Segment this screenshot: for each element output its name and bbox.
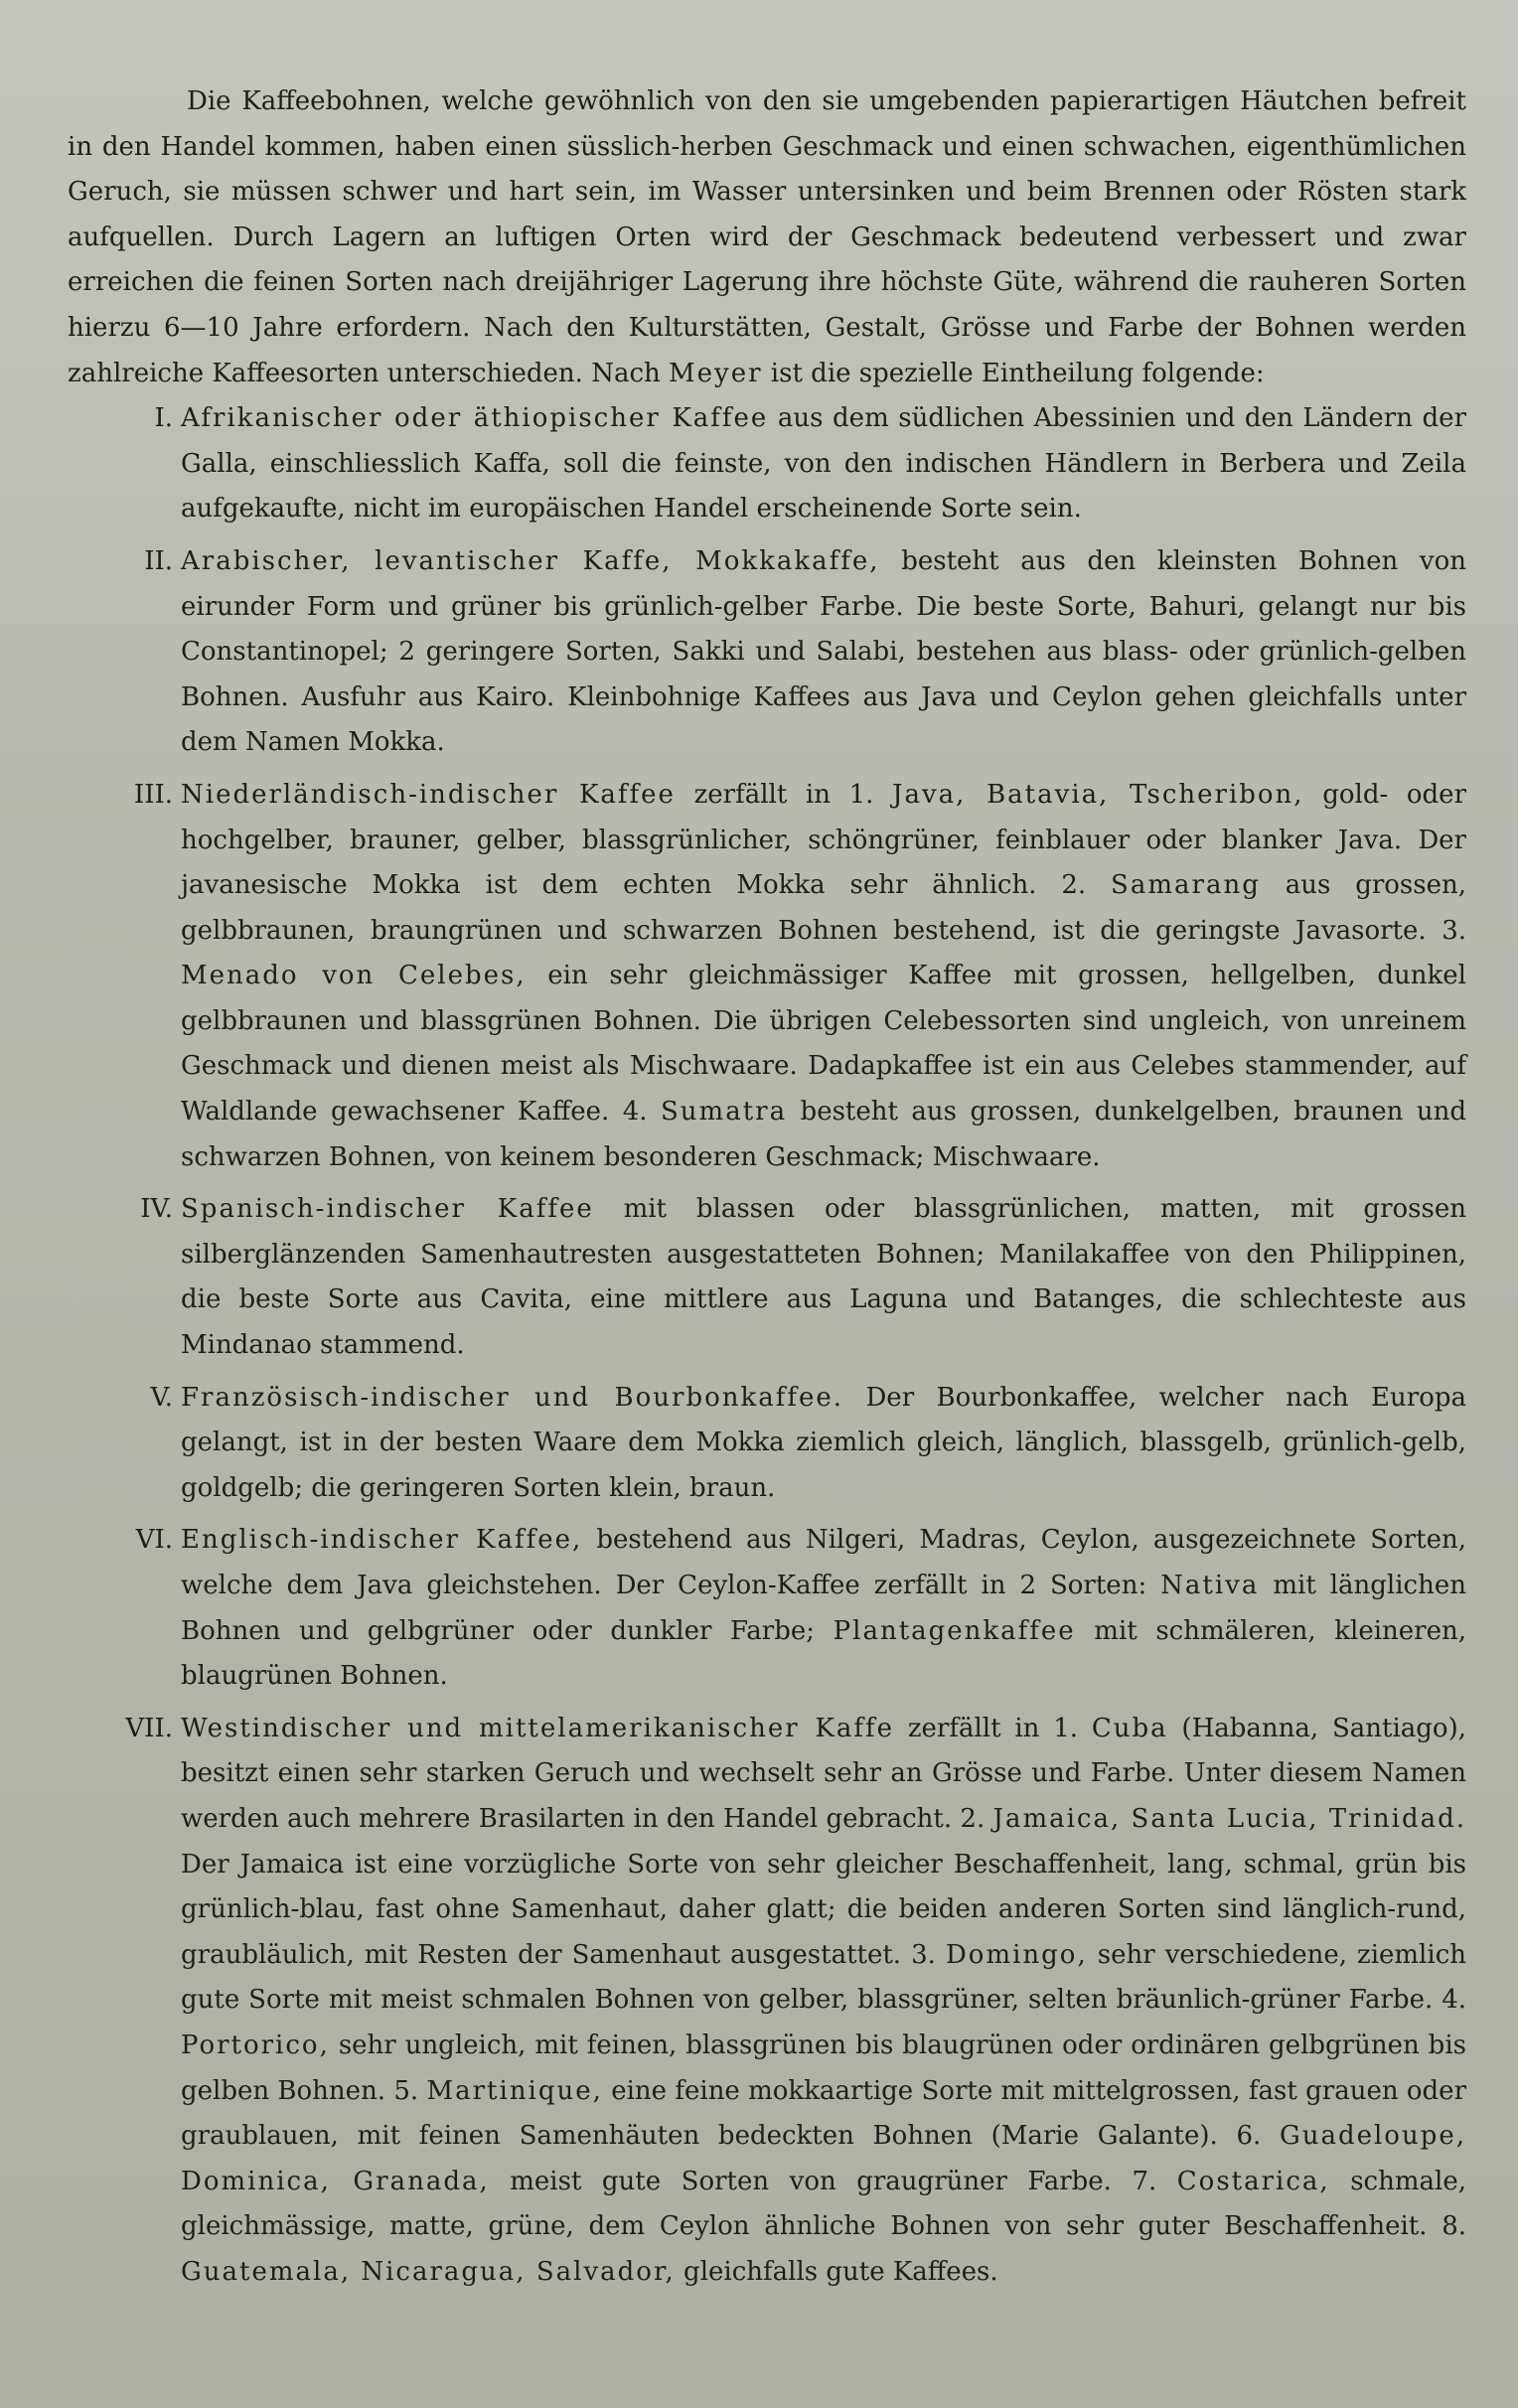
entry-body: eine feine mokkaartige Sorte mit mittelgrossen, fast grauen oder graublauen, mit feinen Samenhäuten bedeckten Bohnen (Marie Galante). 6. [181, 2075, 1466, 2152]
entry-title: Französisch-indischer und Bourbonkaffee. [181, 1382, 844, 1413]
variety-name: Guadeloupe, Dominica, Granada, [181, 2121, 1466, 2196]
entry-3 [68, 773, 1466, 1180]
variety-name: Sumatra [661, 1097, 788, 1128]
variety-name: Martinique, [426, 2075, 603, 2106]
intro-author: Meyer [669, 358, 763, 388]
entry-title: Spanisch-indischer Kaffee [181, 1194, 594, 1225]
entry-body: mit länglichen Bohnen und gelbgrüner oder dunkler Farbe; [181, 1571, 1466, 1646]
entry-4 [68, 1187, 1466, 1368]
entry-body: besteht aus den kleinsten Bohnen von eirunder Form und grüner bis grünlich-gelber Farbe. Die beste Sorte, Bahuri, gelangt nur bis Constantinopel; 2 geringere Sorten, Sakki und Salabi, bestehen aus blass- oder grünlich-gelben Bohnen. Ausfuhr aus Kairo. Kleinbohnige Kaffees aus Java und Ceylon gehen gleichfalls unter dem Namen Mokka. [181, 545, 1467, 758]
entry-body: sehr verschiedene, ziemlich gute Sorte mit meist schmalen Bohnen von gelber, blassgrüner, selten bräunlich-grüner Farbe. 4. [181, 1939, 1466, 2016]
variety-name: Menado von Celebes, [181, 961, 527, 991]
entry-title: Afrikanischer oder äthiopischer Kaffee [181, 403, 769, 434]
variety-name: Samarang [1111, 870, 1261, 901]
entry-body: Der Jamaica ist eine vorzügliche Sorte von sehr gleicher Beschaffenheit, lang, schmal, grün bis grünlich-blau, fast ohne Samenhaut, daher glatt; die beiden anderen Sorten sind länglich-rund, graubläulich, mit Resten der Samenhaut ausgestattet. 3. [181, 1849, 1466, 1970]
entry-numeral: III. [133, 779, 173, 810]
entry-body: ein sehr gleichmässiger Kaffee mit grossen, hellgelben, dunkel gelbbraunen und blassgrünen Bohnen. Die übrigen Celebessorten sind ungleich, von unreinem Geschmack und dienen meist als Mischwaare. Dadapkaffee ist ein aus Celebes stammender, auf Waldlande gewachsener Kaffee. 4. [181, 961, 1466, 1128]
variety-name: Costarica, [1176, 2166, 1330, 2196]
entry-6 [68, 1518, 1466, 1699]
entry-title: Englisch-indischer Kaffee, [181, 1525, 583, 1556]
variety-name: Plantagenkaffee [833, 1615, 1076, 1646]
variety-name: Portorico, [181, 2030, 330, 2060]
entry-body: gleichfalls gute Kaffees. [675, 2256, 998, 2287]
entry-body: besteht aus grossen, dunkelgelben, braunen und schwarzen Bohnen, von keinem besonderen Geschmack; Mischwaare. [181, 1097, 1466, 1172]
entry-body: zerfällt in 1. [894, 1713, 1092, 1743]
entry-body: Der Bourbonkaffee, welcher nach Europa gelangt, ist in der besten Waare dem Mokka ziemlich gleich, länglich, blassgelb, grünlich-gelb, goldgelb; die geringeren Sorten klein, braun. [181, 1382, 1467, 1503]
variety-name: Domingo, [945, 1939, 1088, 1970]
entry-numeral: I. [154, 403, 173, 434]
entry-body: (Habanna, Santiago), besitzt einen sehr starken Geruch und wechselt sehr an Grösse und Farbe. Unter diesem Namen werden auch mehrere Brasilarten in den Handel gebracht. 2. [181, 1713, 1466, 1834]
document-page [68, 79, 1466, 2364]
entry-body: zerfällt in 1. [675, 779, 893, 810]
classification-list [68, 396, 1466, 2295]
entry-2 [68, 539, 1466, 766]
entry-body: aus grossen, gelbbraunen, braungrünen und schwarzen Bohnen bestehend, ist die geringste Javasorte. 3. [181, 870, 1466, 946]
entry-title: Arabischer, levantischer Kaffe, Mokkakaffe, [181, 545, 880, 576]
entry-body: mit blassen oder blassgrünlichen, matten, mit grossen silberglänzenden Samenhautresten ausgestatteten Bohnen; Manilakaffee von den Philippinen, die beste Sorte aus Cavita, eine mittlere aus Laguna und Batanges, die schlechteste aus Mindanao stammend. [181, 1194, 1466, 1361]
entry-body: sehr ungleich, mit feinen, blassgrünen bis blaugrünen oder ordinären gelbgrünen bis gelben Bohnen. 5. [181, 2030, 1466, 2106]
entry-7 [68, 1707, 1466, 2296]
variety-name: Java, Batavia, Tscheribon, [892, 779, 1304, 810]
variety-name: Nativa [1160, 1571, 1260, 1600]
entry-1 [68, 396, 1466, 532]
entry-numeral: V. [150, 1382, 173, 1413]
variety-name: Jamaica, Santa Lucia, Trinidad. [992, 1803, 1466, 1834]
variety-name: Guatemala, Nicaragua, Salvador, [181, 2256, 676, 2287]
entry-body: bestehend aus Nilgeri, Madras, Ceylon, ausgezeichnete Sorten, welche dem Java gleichstehen. Der Ceylon-Kaffee zerfällt in 2 Sorten: [181, 1525, 1466, 1600]
entry-title: Niederländisch-indischer Kaffee [181, 779, 676, 810]
variety-name: Cuba [1091, 1713, 1168, 1743]
entry-numeral: II. [144, 545, 173, 576]
entry-numeral: VII. [125, 1713, 173, 1743]
intro-paragraph [68, 79, 1466, 396]
entry-numeral: VI. [135, 1525, 173, 1556]
entry-body: gold- oder hochgelber, brauner, gelber, blassgrünlicher, schöngrüner, feinblauer oder blanker Java. Der javanesische Mokka ist dem echten Mokka sehr ähnlich. 2. [181, 779, 1466, 901]
entry-body: schmale, gleichmässige, matte, grüne, dem Ceylon ähnliche Bohnen von sehr guter Beschaffenheit. 8. [181, 2166, 1466, 2242]
entry-body: mit schmäleren, kleineren, blaugrünen Bohnen. [181, 1615, 1466, 1692]
entry-body: meist gute Sorten von graugrüner Farbe. 7. [489, 2166, 1177, 2196]
entry-body: aus dem südlichen Abessinien und den Ländern der Galla, einschliesslich Kaffa, soll die feinste, von den indischen Händlern in Berbera und Zeila aufgekaufte, nicht im europäischen Handel erscheinende Sorte sein. [181, 403, 1466, 525]
entry-title: Westindischer und mittelamerikanischer Kaffe [181, 1713, 895, 1743]
intro-text-part1: Die Kaffeebohnen, welche gewöhnlich von den sie umgebenden papierartigen Häutchen befreit in den Handel kommen, haben einen süsslich-herben Geschmack und einen schwachen, eigenthümlichen Geruch, sie müssen schwer und hart sein, im Wasser untersinken und beim Brennen oder Rösten stark aufquellen. Durch Lagern an luftigen Orten wird der Geschmack bedeutend verbessert und zwar erreichen die feinen Sorten nach dreijähriger Lagerung ihre höchste Güte, während die rauheren Sorten hierzu 6—10 Jahre erfordern. Nach den Kulturstätten, Gestalt, Grösse und Farbe der Bohnen werden zahlreiche Kaffeesorten unterschieden. Nach [68, 86, 1466, 388]
intro-text-part2: ist die spezielle Eintheilung folgende: [762, 358, 1265, 388]
entry-5 [68, 1376, 1466, 1512]
entry-numeral: IV. [140, 1194, 173, 1225]
